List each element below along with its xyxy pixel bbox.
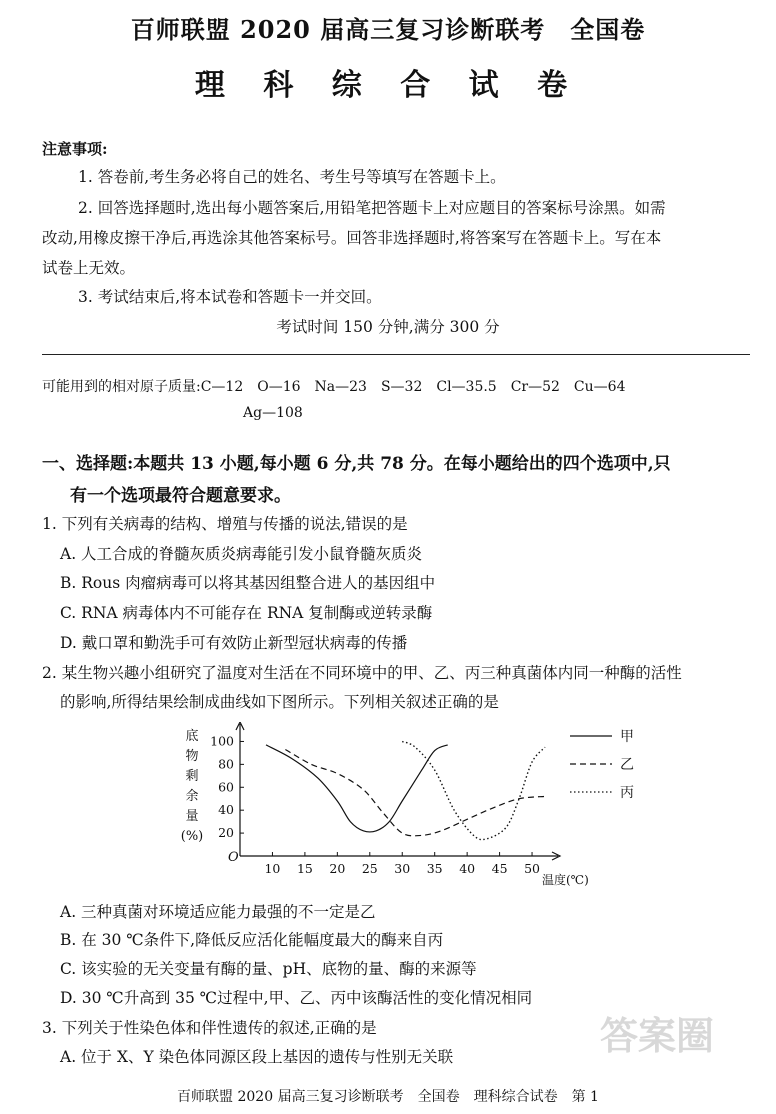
chart-ticks bbox=[210, 733, 540, 876]
q2-option-c: C. 该实验的无关变量有酶的量、pH、底物的量、酶的来源等 bbox=[60, 960, 477, 978]
q1-option-a: A. 人工合成的脊髓灰质炎病毒能引发小鼠脊髓灰质炎 bbox=[60, 545, 423, 563]
x-tick-label: 10 bbox=[264, 861, 281, 876]
q1-option-d: D. 戴口罩和勤洗手可有效防止新型冠状病毒的传播 bbox=[60, 634, 408, 652]
legend-label: 乙 bbox=[620, 757, 634, 773]
q2-option-b: B. 在 30 ℃条件下,降低反应活化能幅度最大的酶来自丙 bbox=[60, 931, 444, 949]
series-line-3 bbox=[402, 742, 545, 840]
y-tick-label: 100 bbox=[210, 733, 234, 749]
q1-option-b: B. Rous 肉瘤病毒可以将其基因组整合进人的基因组中 bbox=[60, 574, 436, 592]
divider bbox=[42, 354, 750, 355]
atomic-masses-line-1: 可能用到的相对原子质量:C—12 O—16 Na—23 S—32 Cl—35.5 Cr—52 Cu—64 bbox=[42, 379, 626, 395]
note-item-3: 3. 考试结束后,将本试卷和答题卡一并交回。 bbox=[78, 288, 382, 306]
y-tick-label: 60 bbox=[218, 779, 234, 795]
y-tick-label: 80 bbox=[218, 756, 234, 772]
x-tick-label: 50 bbox=[524, 861, 540, 876]
note-item-2-line-1: 2. 回答选择题时,选出每小题答案后,用铅笔把答题卡上对应题目的答案标号涂黑。如需 bbox=[78, 199, 666, 217]
notes-heading: 注意事项: bbox=[42, 140, 108, 158]
atomic-masses-line-2: Ag—108 bbox=[243, 405, 303, 421]
x-tick-label: 20 bbox=[329, 861, 346, 876]
q3-stem: 3. 下列关于性染色体和伴性遗传的叙述,正确的是 bbox=[42, 1019, 377, 1037]
chart-legend bbox=[570, 729, 634, 801]
y-tick-label: 40 bbox=[218, 802, 234, 818]
watermark: 答案圈 bbox=[600, 1013, 715, 1058]
y-axis-label: 物 bbox=[185, 749, 199, 764]
x-tick-label: 40 bbox=[459, 861, 476, 876]
section-heading-line-1: 一、选择题:本题共 13 小题,每小题 6 分,共 78 分。在每小题给出的四个选项中,只 bbox=[42, 454, 671, 474]
x-tick-label: 15 bbox=[296, 861, 313, 876]
page-footer: 百师联盟 2020 届高三复习诊断联考 全国卷 理科综合试卷 第 1 bbox=[177, 1089, 599, 1105]
x-tick-label: 30 bbox=[394, 861, 411, 876]
x-tick-label: 45 bbox=[491, 861, 508, 876]
section-heading-line-2: 有一个选项最符合题意要求。 bbox=[70, 486, 291, 506]
series-line-1 bbox=[266, 745, 448, 832]
x-tick-label: 35 bbox=[426, 861, 443, 876]
q3-option-a: A. 位于 X、Y 染色体同源区段上基因的遗传与性别无关联 bbox=[60, 1048, 454, 1066]
subject-title: 理 科 综 合 试 卷 bbox=[194, 68, 582, 103]
q1-option-c: C. RNA 病毒体内不可能存在 RNA 复制酶或逆转录酶 bbox=[60, 604, 433, 622]
series-line-2 bbox=[285, 750, 545, 836]
chart-series bbox=[266, 742, 545, 840]
q2-stem-line-2: 的影响,所得结果绘制成曲线如下图所示。下列相关叙述正确的是 bbox=[60, 693, 499, 711]
y-axis-label: 底 bbox=[185, 729, 199, 744]
note-item-1: 1. 答卷前,考生务必将自己的姓名、考生号等填写在答题卡上。 bbox=[78, 168, 506, 186]
temperature-chart bbox=[170, 722, 640, 892]
exam-time: 考试时间 150 分钟,满分 300 分 bbox=[276, 318, 500, 336]
y-tick-label: 20 bbox=[218, 825, 234, 841]
q2-option-d: D. 30 ℃升高到 35 ℃过程中,甲、乙、丙中该酶活性的变化情况相同 bbox=[60, 989, 533, 1007]
origin-label: O bbox=[228, 850, 239, 865]
y-axis-label: 量 bbox=[185, 809, 199, 824]
legend-label: 甲 bbox=[620, 729, 634, 745]
y-axis-label: 余 bbox=[185, 789, 199, 804]
legend-label: 丙 bbox=[620, 785, 634, 801]
y-axis-label: (%) bbox=[180, 829, 204, 844]
x-axis-label: 温度(℃) bbox=[542, 873, 589, 887]
y-axis-label: 剩 bbox=[185, 769, 199, 784]
q2-stem-line-1: 2. 某生物兴趣小组研究了温度对生活在不同环境中的甲、乙、丙三种真菌体内同一种酶的活性 bbox=[42, 664, 682, 682]
note-item-2-line-3: 试卷上无效。 bbox=[42, 259, 136, 277]
q1-stem: 1. 下列有关病毒的结构、增殖与传播的说法,错误的是 bbox=[42, 515, 408, 533]
exam-title: 百师联盟 2020 届高三复习诊断联考 全国卷 bbox=[130, 15, 646, 44]
q2-option-a: A. 三种真菌对环境适应能力最强的不一定是乙 bbox=[60, 903, 376, 921]
note-item-2-line-2: 改动,用橡皮擦干净后,再选涂其他答案标号。回答非选择题时,将答案写在答题卡上。写在本 bbox=[42, 229, 662, 247]
x-tick-label: 25 bbox=[361, 861, 378, 876]
